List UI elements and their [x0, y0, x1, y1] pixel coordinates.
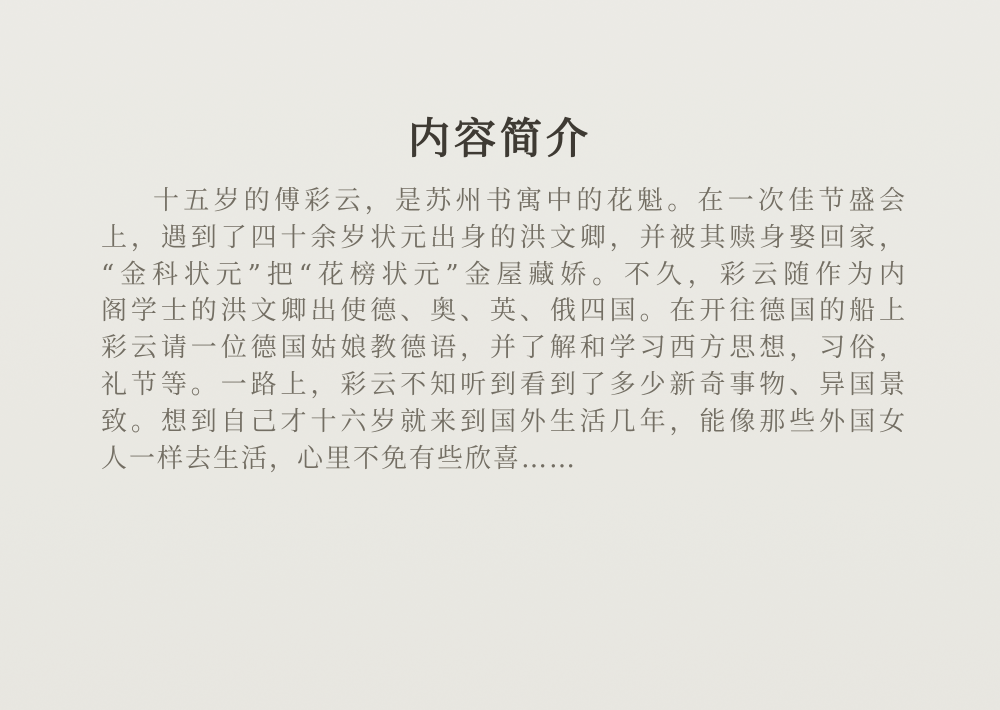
paragraph-line: 阁学士的洪文卿出使德、奥、英、俄四国。在开往德国的船上 — [101, 296, 905, 327]
summary-paragraph — [101, 183, 905, 477]
paragraph-line: 上，遇到了四十余岁状元出身的洪文卿，并被其赎身娶回家， — [101, 222, 905, 253]
paragraph-line: 人一样去生活，心里不免有些欣喜…… — [101, 443, 578, 474]
paragraph-line: 礼节等。一路上，彩云不知听到看到了多少新奇事物、异国景 — [101, 369, 905, 400]
paragraph-line: “金科状元”把“花榜状元”金屋藏娇。不久，彩云随作为内 — [101, 259, 905, 290]
paragraph-line: 彩云请一位德国姑娘教德语，并了解和学习西方思想，习俗， — [101, 333, 905, 364]
paragraph-line: 十五岁的傅彩云，是苏州书寓中的花魁。在一次佳节盛会 — [153, 186, 905, 216]
paragraph-line: 致。想到自己才十六岁就来到国外生活几年，能像那些外国女 — [101, 406, 905, 437]
page-title: 内容简介 — [407, 114, 592, 163]
